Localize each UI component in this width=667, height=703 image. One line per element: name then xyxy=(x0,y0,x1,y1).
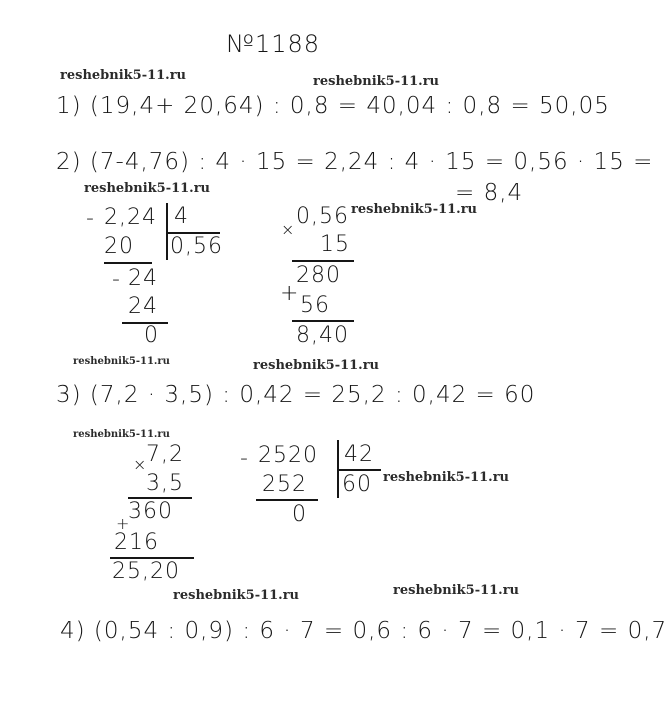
multiplication-partial-2: 216 xyxy=(114,530,159,555)
division-subtrahend: 24 xyxy=(128,294,158,319)
addition-sign: + xyxy=(116,514,131,533)
division-minus-sign: - xyxy=(112,267,121,292)
division-remainder: 0 xyxy=(292,502,307,527)
division-minus-sign: - xyxy=(240,446,249,471)
watermark: reshebnik5-11.ru xyxy=(60,68,187,83)
multiplication-result: 25,20 xyxy=(112,559,180,584)
multiplication-partial-2: 56 xyxy=(300,293,330,318)
division-quotient: 0,56 xyxy=(170,234,223,259)
division-remainder-step: 24 xyxy=(128,266,158,291)
watermark: reshebnik5-11.ru xyxy=(351,202,478,217)
multiplication-partial-1: 360 xyxy=(128,499,173,524)
division-dividend: 2,24 xyxy=(104,205,157,230)
problem-2-expression: 2) (7-4,76) : 4 · 15 = 2,24 : 4 · 15 = 0,56 · 15 = xyxy=(56,149,654,175)
multiplication-factor-a: 7,2 xyxy=(146,442,184,467)
multiplication-factor-b: 3,5 xyxy=(146,471,184,496)
multiplication-underline xyxy=(292,260,354,262)
multiplication-sign: × xyxy=(281,220,296,239)
multiplication-factor-b: 15 xyxy=(320,232,350,257)
division-dividend: 2520 xyxy=(258,443,318,468)
multiplication-partial-1: 280 xyxy=(296,263,341,288)
watermark: reshebnik5-11.ru xyxy=(313,74,440,89)
division-subtrahend: 252 xyxy=(262,472,307,497)
watermark: reshebnik5-11.ru xyxy=(173,588,300,603)
watermark: reshebnik5-11.ru xyxy=(73,429,170,440)
problem-number-title: №1188 xyxy=(226,30,321,58)
problem-3-expression: 3) (7,2 · 3,5) : 0,42 = 25,2 : 0,42 = 60 xyxy=(56,382,536,408)
division-bar-horizontal xyxy=(337,469,381,471)
division-divisor: 4 xyxy=(174,204,189,229)
multiplication-sign: × xyxy=(133,455,148,474)
problem-1-expression: 1) (19,4+ 20,64) : 0,8 = 40,04 : 0,8 = 50,05 xyxy=(56,93,610,119)
division-underline xyxy=(104,262,152,264)
division-divisor: 42 xyxy=(344,442,374,467)
division-underline xyxy=(256,499,318,501)
addition-sign: + xyxy=(280,281,300,306)
division-minus-sign: - xyxy=(86,206,95,231)
watermark: reshebnik5-11.ru xyxy=(73,356,170,367)
multiplication-result: 8,40 xyxy=(296,323,349,348)
watermark: reshebnik5-11.ru xyxy=(84,181,211,196)
watermark: reshebnik5-11.ru xyxy=(253,358,380,373)
division-subtrahend: 20 xyxy=(104,234,134,259)
multiplication-factor-a: 0,56 xyxy=(296,204,349,229)
problem-2-continuation: = 8,4 xyxy=(455,180,524,206)
watermark: reshebnik5-11.ru xyxy=(393,583,520,598)
division-quotient: 60 xyxy=(342,472,372,497)
problem-4-expression: 4) (0,54 : 0,9) : 6 · 7 = 0,6 : 6 · 7 = 0,1 · 7 = 0,7 xyxy=(60,618,667,644)
division-remainder: 0 xyxy=(144,323,159,348)
watermark: reshebnik5-11.ru xyxy=(383,470,510,485)
multiplication-underline xyxy=(292,320,354,322)
